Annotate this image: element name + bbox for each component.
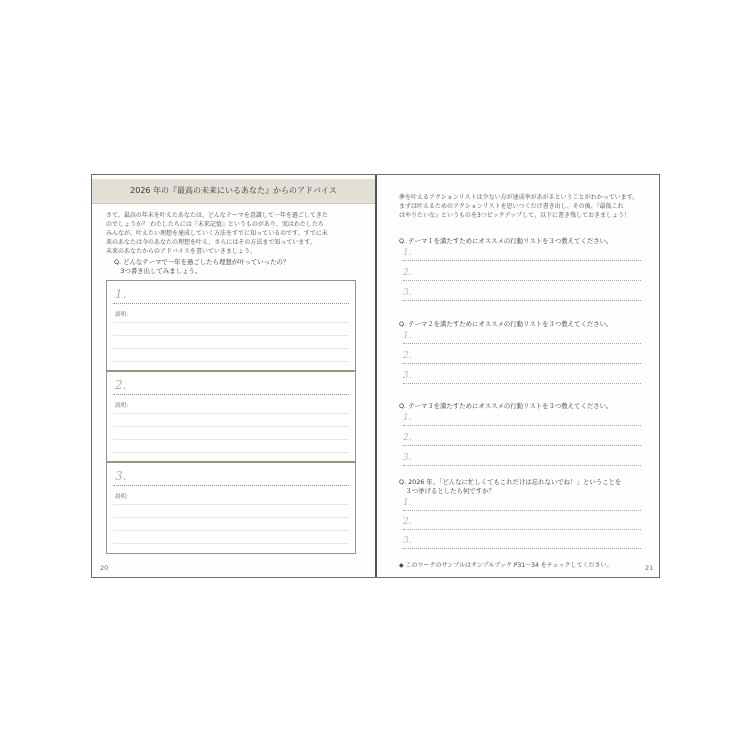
action-number: 3. — [403, 536, 412, 546]
right-page — [377, 175, 660, 577]
page-number-left: 20 — [100, 564, 109, 572]
question-theme-2: Q. テーマ２を満たすためにオススメの行動リストを３つ教えてください。 — [399, 320, 613, 328]
dotted-line — [403, 343, 641, 344]
dotted-line — [403, 300, 641, 301]
writing-line — [113, 322, 349, 323]
answer-box-3 — [106, 462, 356, 554]
page-number-right: 21 — [645, 564, 654, 572]
left-page — [92, 175, 375, 577]
intro-paragraph: さて、最高の年末を叶えたあなたは、どんなテーマを意識して一年を過ごしてきた のでしょうか？ わたしたちには『未来記憶』というものがあり、実はわたしたち みんなが、叶えたい理想を達成していく方法をすでに知っているのです。すでに未 来のあなたは今のあなたの理想を叶え、さらにはその方法まで知っています。 未来のあなたからのアドバイスを書いていきましょう。 — [106, 212, 328, 255]
writing-line — [113, 530, 349, 531]
action-number: 1. — [403, 498, 412, 508]
question-theme-3: Q. テーマ３を満たすためにオススメの行動リストを３つ教えてください。 — [399, 402, 613, 410]
dotted-line — [403, 383, 641, 384]
dotted-line — [113, 303, 349, 304]
action-number: 2. — [403, 351, 412, 361]
writing-line — [113, 543, 349, 544]
answer-box-1 — [106, 280, 356, 371]
action-number: 3. — [403, 288, 412, 298]
explanation-label: 説明： — [115, 312, 132, 318]
sample-book-note: ◆ このワークのサンプルはサンプルブック P31〜34 をチェックしてください。 — [399, 562, 613, 569]
notebook-spread — [91, 174, 660, 578]
action-number: 3. — [403, 453, 412, 463]
item-number-3: 3. — [115, 469, 127, 483]
dotted-line — [403, 445, 641, 446]
explanation-label: 説明： — [115, 403, 132, 409]
writing-line — [113, 452, 349, 453]
writing-line — [113, 335, 349, 336]
page-banner-title: 2026 年の『最高の未来にいるあなた』からのアドバイス — [92, 179, 375, 204]
question-dont-forget: Q. 2026 年、「どんなに忙しくてもこれだけは忘れないでね！」ということを ３つ挙げるとしたら何ですか？ — [399, 478, 622, 495]
dotted-line — [403, 260, 641, 261]
dotted-line — [403, 548, 641, 549]
writing-line — [113, 348, 349, 349]
item-number-2: 2. — [115, 378, 127, 392]
writing-line — [113, 504, 349, 505]
dotted-line — [403, 529, 641, 530]
explanation-label: 説明： — [115, 494, 132, 500]
action-number: 1. — [403, 331, 412, 341]
dotted-line — [403, 363, 641, 364]
writing-line — [113, 361, 349, 362]
dotted-line — [403, 425, 641, 426]
intro-paragraph: 夢を叶えるアクションリストは少ない方が達成率があがるということがわかっています。 まずは叶えるためのアクションリストを思いつくだけ書き出し、その後、『最低これ はやりたいな』というものを3つピックアップして、以下に書き残しておきましょう！ — [399, 194, 639, 219]
question-theme-1: Q. テーマ１を満たすためにオススメの行動リストを３つ教えてください。 — [399, 237, 613, 245]
dotted-line — [403, 510, 641, 511]
writing-line — [113, 413, 349, 414]
dotted-line — [113, 394, 349, 395]
action-number: 1. — [403, 248, 412, 258]
writing-line — [113, 517, 349, 518]
action-number: 2. — [403, 268, 412, 278]
action-number: 1. — [403, 413, 412, 423]
item-number-1: 1. — [115, 287, 127, 301]
answer-box-2 — [106, 371, 356, 462]
dotted-line — [403, 280, 641, 281]
action-number: 2. — [403, 433, 412, 443]
action-number: 3. — [403, 371, 412, 381]
question-heading: Q. どんなテーマで一年を過ごしたら理想が叶っていったの？ 3つ書き出してみましょう。 — [114, 258, 290, 275]
writing-line — [113, 426, 349, 427]
dotted-line — [403, 465, 641, 466]
dotted-line — [113, 485, 349, 486]
writing-line — [113, 439, 349, 440]
action-number: 2. — [403, 517, 412, 527]
